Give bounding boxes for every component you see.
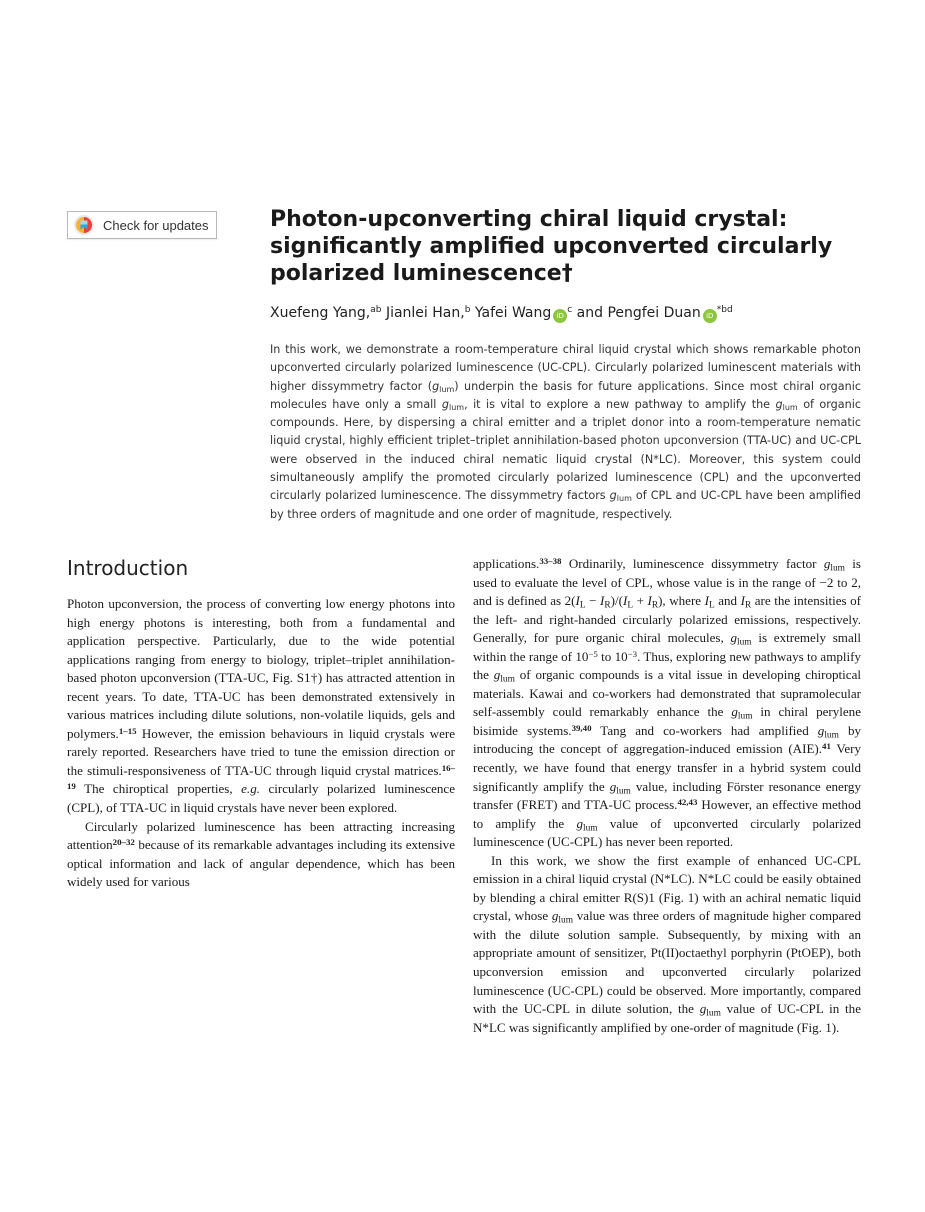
- paragraph: In this work, we show the first example of enhanced UC-CPL emission in a chiral liquid crystal (N*LC). N*LC could be easily obtained by blending a chiral emitter R(S)1 (Fig. 1) with an achiral nematic liquid crystal, whose $g_{lum}$ value was three orders of magnitude higher compared with the dilute solution sample. Subsequently, by mixing with an appropriate amount of sensitizer, Pt(II)octaethyl porphyrin (PtOEP), both upconversion emission and upconverted circularly polarized luminescence (UC-CPL) could be observed. More importantly, compared with the UC-CPL in dilute solution, the $g_{lum}$ value of UC-CPL in the N*LC was significantly amplified by one-order of magnitude (Fig. 1).: [473, 852, 861, 1035]
- body-column-left: [67, 595, 455, 892]
- paragraph: Circularly polarized luminescence has been attracting increasing attention$^{20-32}$ because of its remarkable advantages including its extensive optical information and lack of angular dependence, which has been widely used for various: [67, 818, 455, 890]
- reference-mark: 16–19: [67, 762, 455, 792]
- paragraph: applications.$^{33-38}$ Ordinarily, luminescence dissymmetry factor $g_{lum}$ is used to evaluate the level of CPL, whose value is in the range of −2 to 2, and is defined as $2(I_L - I_R)/(I_L + I_R)$, where $I_L$ and $I_R$ are the intensities of the left- and right-handed circularly polarized emissions, respectively. Generally, for pure organic chiral molecules, $g_{lum}$ is extremely small within the range of $10^{-5}$ to $10^{-3}$. Thus, exploring new pathways to amplify the $g_{lum}$ of organic compounds is a vital issue in developing chiroptical materials. Kawai and co-workers had demonstrated that supramolecular self-assembly could remarkably enhance the $g_{lum}$ in chiral perylene bisimide systems.$^{39,40}$ Tang and co-workers had amplified $g_{lum}$ by introducing the concept of aggregation-induced emission (AIE).$^{41}$ Very recently, we have found that energy transfer in a hybrid system could significantly amplify the $g_{lum}$ value, including Förster resonance energy transfer (FRET) and TTA-UC process.$^{42,43}$ However, an effective method to amplify the $g_{lum}$ value of upconverted circularly polarized luminescence (UC-CPL) has never been reported.: [473, 556, 862, 850]
- reference-mark: 39,40: [571, 722, 592, 733]
- affiliation-mark: ab: [370, 305, 382, 315]
- article-title: Photon-upconverting chiral liquid crystal: significantly amplified upconverted circularly polarized luminescence†: [270, 207, 833, 286]
- orcid-icon[interactable]: iD: [703, 309, 717, 323]
- affiliation-mark: b: [464, 305, 471, 315]
- author-conjunction: and: [576, 305, 603, 321]
- affiliation-mark: c: [567, 305, 573, 315]
- author-name: Jianlei Han,: [385, 305, 465, 321]
- author-list: [270, 305, 870, 323]
- reference-mark: 41: [822, 741, 831, 752]
- section-heading-introduction: Introduction: [67, 556, 189, 580]
- author-name: Yafei Wang: [474, 305, 552, 321]
- reference-mark: 20–32: [112, 837, 135, 848]
- abstract: In this work, we demonstrate a room-temperature chiral liquid crystal which shows remarkable photon upconverted circularly polarized luminescence (UC-CPL). Circularly polarized luminescent materials with higher dissymmetry factor $(g_{lum})$ underpin the basis for future applications. Since most chiral organic molecules have only a small $g_{lum}$, it is vital to explore a new pathway to amplify the $g_{lum}$ of organic compounds. Here, by dispersing a chiral emitter and a triplet donor into a room-temperature nematic liquid crystal, highly efficient triplet–triplet annihilation-based photon upconversion (TTA-UC) and UC-CPL were observed in the induced chiral nematic liquid crystal (N*LC). Moreover, this system could simultaneously amplify the promoted circularly polarized luminescence (CPL) and the upconverted circularly polarized luminescence. The dissymmetry factors $g_{lum}$ of CPL and UC-CPL have been amplified by three orders of magnitude and one order of magnitude, respectively.: [270, 343, 861, 521]
- author-name: Xuefeng Yang,: [270, 305, 371, 321]
- check-for-updates-label: Check for updates: [103, 217, 209, 233]
- author-name: Pengfei Duan: [607, 305, 701, 321]
- body-column-right: [473, 555, 861, 1037]
- reference-mark: 33–38: [539, 556, 562, 567]
- reference-mark: 42,43: [677, 797, 698, 808]
- crossmark-icon: [73, 214, 95, 236]
- affiliation-mark: *bd: [716, 305, 733, 315]
- check-for-updates-badge[interactable]: [67, 211, 217, 239]
- paragraph: Photon upconversion, the process of converting low energy photons into high energy photons is interesting, both from a fundamental and application perspective. Particularly, due to the wide potential applications ranging from energy to biology, triplet–triplet annihilation-based photon upconversion (TTA-UC, Fig. S1†) has attracted attention in recent years. To date, TTA-UC has been demonstrated extensively in various matrices including dilute solutions, non-volatile liquids, gels and polymers.$^{1-15}$ However, the emission behaviours in liquid crystals were rarely reported. Researchers have tried to tune the emission direction or the stimuli-responsiveness of TTA-UC through liquid crystal matrices.$^{16-19}$ The chiroptical properties, e.g. circularly polarized luminescence (CPL), of TTA-UC in liquid crystals have never been explored.: [67, 596, 456, 816]
- reference-mark: 1–15: [118, 725, 137, 736]
- orcid-icon[interactable]: iD: [553, 309, 567, 323]
